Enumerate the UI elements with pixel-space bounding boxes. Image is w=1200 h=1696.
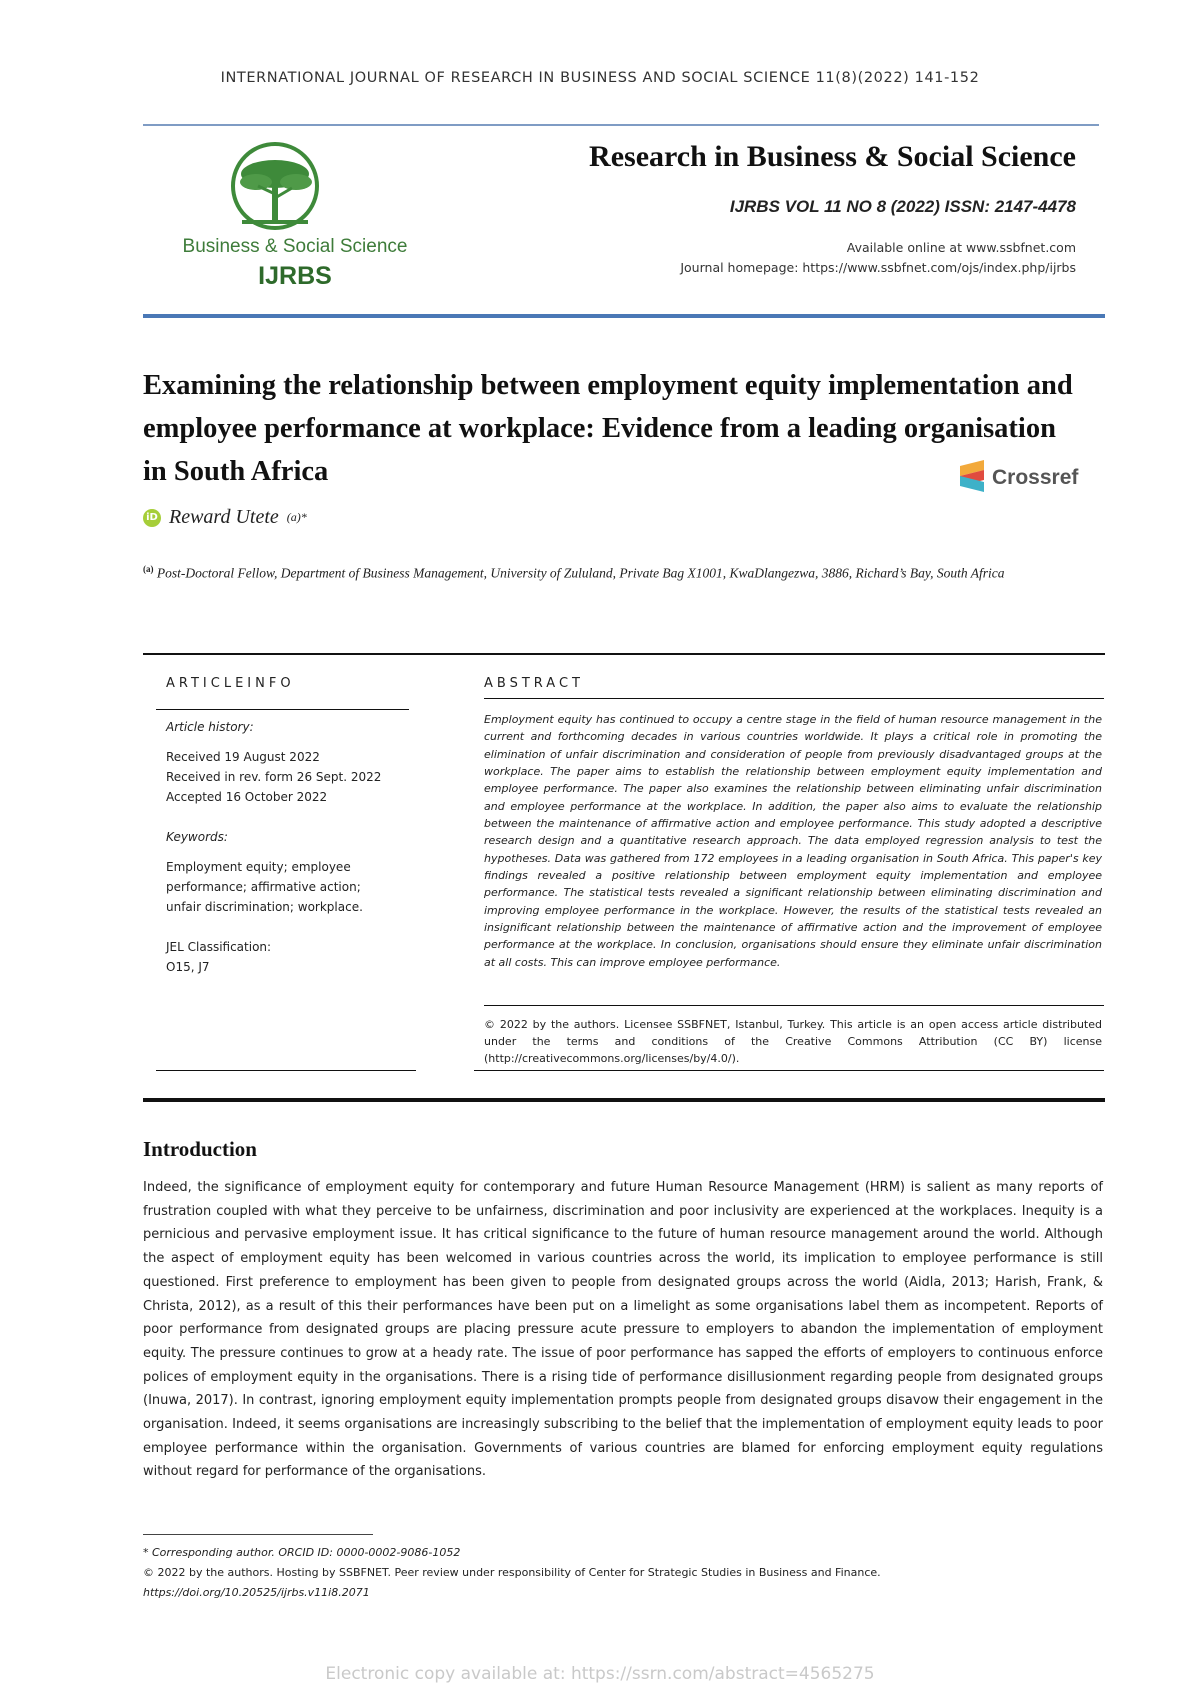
journal-available-online: Available online at www.ssbfnet.com: [846, 240, 1076, 255]
tree-logo-icon: [150, 140, 450, 240]
affiliation-text: Post-Doctoral Fellow, Department of Business Management, University of Zululand, Private Bag X1001, KwaDlangezwa, 3886, Richard’s Bay, South Africa: [156, 565, 1005, 581]
abstract-rule: [484, 698, 1104, 699]
journal-volume: IJRBS VOL 11 NO 8 (2022) ISSN: 2147-4478: [729, 197, 1076, 216]
author-superscript: (a)*: [286, 510, 307, 524]
affiliation-mark: (a): [143, 564, 154, 574]
crossref-icon: [958, 458, 988, 496]
copyright-note: © 2022 by the authors. Hosting by SSBFNET. Peer review under responsibility of Center for Strategic Studies in Business and Finance.: [143, 1566, 881, 1579]
logo-text-acronym: IJRBS: [258, 262, 332, 290]
article-info-heading: ARTICLEINFO: [166, 676, 295, 691]
orcid-icon[interactable]: iD: [143, 509, 161, 527]
ssrn-watermark: Electronic copy available at: https://ssrn.com/abstract=4565275: [325, 1664, 875, 1684]
introduction-paragraph: Indeed, the significance of employment equity for contemporary and future Human Resource Management (HRM) is salient as many reports of frustration coupled with what they perceive to be unfairness, discrimination and poor inclusivity are experienced at the workplaces. Inequity is a pernicious and pervasive employment issue. It has critical significance to the future of human resource management around the world. Although the aspect of employment equity has been welcomed in various countries across the world, its implication to employee performance is still questioned. First preference to employment has been given to people from designated groups across the world (Aidla, 2013; Harish, Frank, & Christa, 2012), as a result of this their performances have been put on a limelight as some organisations label them as incompetent. Reports of poor performance from designated groups are placing pressure acute pressure to employers to abandon the implementation of employment equity. The pressure continues to grow at a heady rate. The issue of poor performance has sapped the efforts of employers to continuous enforce polices of employment equity in the organisations. There is a rising tide of performance disillusionment regarding people from designated groups (Inuwa, 2017). In contrast, ignoring employment equity implementation prompts people from designated groups disavow their engagement in the organisation. Indeed, it seems organisations are increasingly subscribing to the belief that the implementation of employment equity leads to poor employee performance within the organisation. Governments of various countries are blamed for enforcing employment equity regulations without regard for performance of the organisations.: [143, 1180, 1103, 1480]
license-top-rule: [484, 1005, 1104, 1006]
keywords-line: unfair discrimination; workplace.: [166, 900, 363, 914]
journal-name: Research in Business & Social Science: [589, 140, 1076, 173]
doi-link[interactable]: https://doi.org/10.20525/ijrbs.v11i8.2071: [143, 1586, 370, 1599]
header-blue-rule: [143, 314, 1105, 318]
keywords-label: Keywords:: [166, 830, 228, 844]
corresponding-author-note: * Corresponding author. ORCID ID: 0000-0002-9086-1052: [143, 1546, 461, 1559]
footnote-rule: [143, 1534, 373, 1535]
keywords-line: performance; affirmative action;: [166, 880, 361, 894]
running-header: INTERNATIONAL JOURNAL OF RESEARCH IN BUSINESS AND SOCIAL SCIENCE 11(8)(2022) 141-152: [220, 70, 980, 86]
received-date: Received 19 August 2022: [166, 750, 320, 764]
author-affiliation: [143, 555, 1103, 588]
info-bottom-rule: [143, 1098, 1105, 1102]
article-info-bottom-rule: [156, 1070, 416, 1071]
abstract-heading: ABSTRACT: [484, 676, 584, 691]
keywords-line: Employment equity; employee: [166, 860, 351, 874]
article-info-rule: [156, 709, 409, 710]
accepted-date: Accepted 16 October 2022: [166, 790, 328, 804]
introduction-heading: Introduction: [143, 1137, 257, 1161]
crossref-badge[interactable]: [958, 458, 1088, 496]
crossref-label: Crossref: [992, 466, 1079, 489]
abstract-text: Employment equity has continued to occupy a centre stage in the field of human resource management in the current and forthcoming decades in various countries worldwide. It plays a critical role in promoting the elimination of unfair discrimination and consideration of people from previously disadvantaged groups at the workplace. The paper aims to establish the relationship between employment equity implementation and employee performance. The paper also examines the relationship between eliminating unfair discrimination and employee performance at the workplace. In addition, the paper also aims to evaluate the relationship between the maintenance of affirmative action and employee performance. This study adopted a descriptive research design and a quantitative research approach. The data employed regression analysis to test the hypotheses. Data was gathered from 172 employees in a leading organisation in South Africa. This paper's key findings revealed a positive relationship between employment equity implementation and employee performance. The statistical tests revealed a significant relationship between eliminating discrimination and improving employee performance in the workplace. However, the results of the statistical tests revealed an insignificant relationship between the maintenance of affirmative action and the improvement of employee performance at the workplace. In conclusion, organisations should ensure they eliminate unfair discrimination at all costs. This can improve employee performance.: [484, 713, 1102, 969]
license-text: © 2022 by the authors. Licensee SSBFNET, Istanbul, Turkey. This article is an open access article distributed under the terms and conditions of the Creative Commons Attribution (CC BY) license (http://creativecommons.org/licenses/by/4.0/).: [484, 1018, 1102, 1065]
jel-codes: O15, J7: [166, 960, 210, 974]
article-history-label: Article history:: [166, 720, 254, 734]
author-line: [143, 506, 307, 529]
info-top-rule: [143, 653, 1105, 655]
author-name: Reward Utete: [169, 506, 279, 528]
journal-homepage-link[interactable]: Journal homepage: https://www.ssbfnet.com/ojs/index.php/ijrbs: [680, 260, 1076, 275]
revised-date: Received in rev. form 26 Sept. 2022: [166, 770, 382, 784]
logo-text-primary: Business & Social Science: [182, 236, 408, 257]
jel-label: JEL Classification:: [166, 940, 272, 954]
header-rule: [143, 124, 1099, 126]
article-title: Examining the relationship between employment equity implementation and employee performance at workplace: Evidence from a leading organisation in South Africa: [143, 370, 1073, 487]
license-bottom-rule: [474, 1070, 1104, 1071]
